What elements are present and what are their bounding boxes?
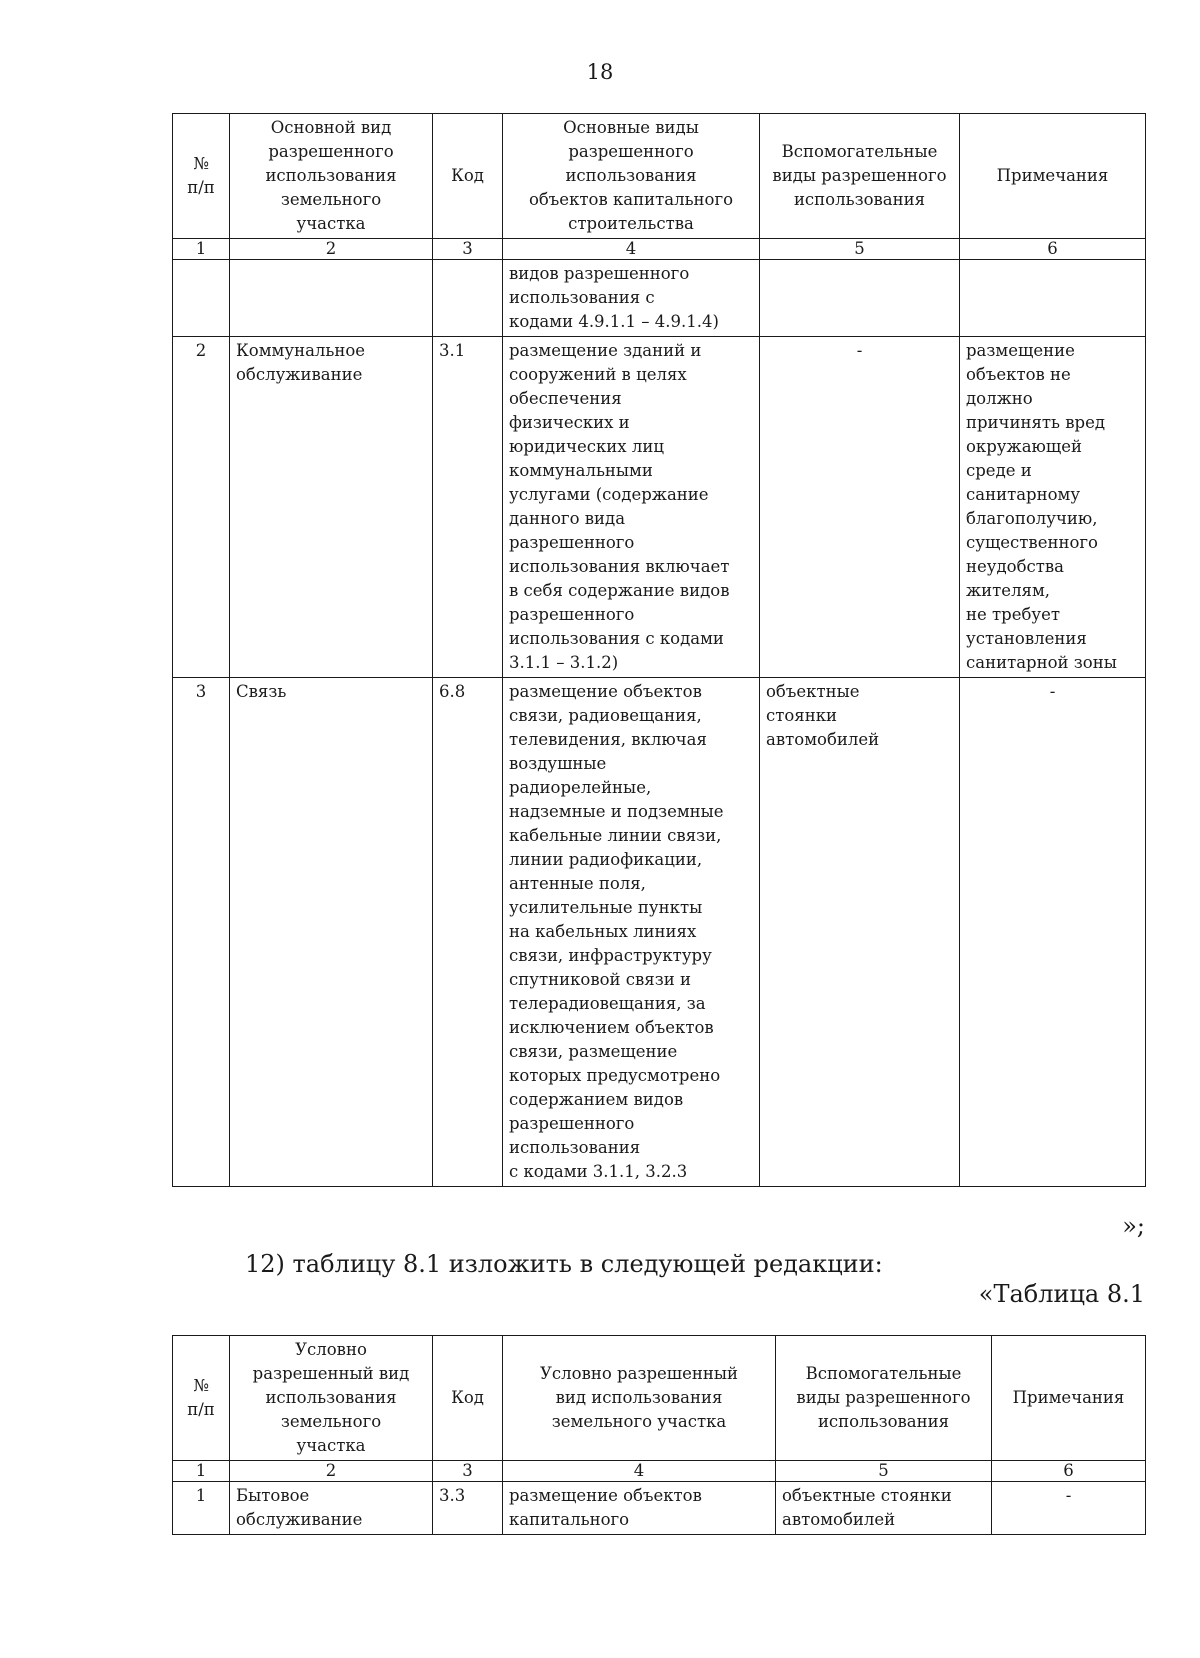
row-conditional-use: размещение объектов капитального	[503, 1482, 776, 1535]
permitted-use-table	[172, 113, 1146, 1187]
header-main-uses: Основные виды разрешенного использования объектов капитального строительства	[503, 114, 760, 239]
row-num: 2	[173, 337, 230, 678]
row-notes: -	[992, 1482, 1146, 1535]
col-number: 6	[992, 1461, 1146, 1482]
col-number: 1	[173, 1461, 230, 1482]
table-header-row	[173, 1336, 1146, 1461]
col-number: 3	[433, 1461, 503, 1482]
row-aux-uses: объектные стоянки автомобилей	[760, 678, 960, 1187]
row-aux-uses: -	[760, 337, 960, 678]
header-land-use: Основной вид разрешенного использования земельного участка	[230, 114, 433, 239]
row-aux-uses	[760, 260, 960, 337]
col-number: 4	[503, 239, 760, 260]
conditional-use-table	[172, 1335, 1146, 1535]
header-notes: Примечания	[992, 1336, 1146, 1461]
header-aux-uses: Вспомогательные виды разрешенного использования	[776, 1336, 992, 1461]
row-code	[433, 260, 503, 337]
col-number: 1	[173, 239, 230, 260]
col-number: 3	[433, 239, 503, 260]
header-conditional-use: Условно разрешенный вид использования земельного участка	[503, 1336, 776, 1461]
col-number: 2	[230, 239, 433, 260]
row-land-use: Бытовое обслуживание	[230, 1482, 433, 1535]
row-code: 3.1	[433, 337, 503, 678]
header-num: № п/п	[173, 114, 230, 239]
page-number: 18	[586, 60, 614, 84]
row-notes: размещение объектов не должно причинять вред окружающей среде и санитарному благополучию, существенного неудобства жителям, не требует установления санитарной зоны	[960, 337, 1146, 678]
closing-quote: »;	[1122, 1212, 1145, 1240]
column-number-row	[173, 1461, 1146, 1482]
row-num: 3	[173, 678, 230, 1187]
header-code: Код	[433, 1336, 503, 1461]
header-notes: Примечания	[960, 114, 1146, 239]
table-row	[173, 337, 1146, 678]
header-aux-uses: Вспомогательные виды разрешенного использования	[760, 114, 960, 239]
table-row	[173, 1482, 1146, 1535]
header-code: Код	[433, 114, 503, 239]
col-number: 5	[776, 1461, 992, 1482]
col-number: 2	[230, 1461, 433, 1482]
header-land-use: Условно разрешенный вид использования земельного участка	[230, 1336, 433, 1461]
row-num: 1	[173, 1482, 230, 1535]
col-number: 6	[960, 239, 1146, 260]
row-land-use: Коммунальное обслуживание	[230, 337, 433, 678]
row-main-uses: размещение объектов связи, радиовещания, телевидения, включая воздушные радиорелейные, надземные и подземные кабельные линии связи, линии радиофикации, антенные поля, усилительные пункты на кабельных линиях связи, инфраструктуру спутниковой связи и телерадиовещания, за исключением объектов связи, размещение которых предусмотрено содержанием видов разрешенного использования с кодами 3.1.1, 3.2.3	[503, 678, 760, 1187]
table-header-row	[173, 114, 1146, 239]
row-notes	[960, 260, 1146, 337]
row-code: 3.3	[433, 1482, 503, 1535]
header-num: № п/п	[173, 1336, 230, 1461]
col-number: 4	[503, 1461, 776, 1482]
col-number: 5	[760, 239, 960, 260]
amendment-instruction: 12) таблицу 8.1 изложить в следующей редакции:	[245, 1250, 883, 1278]
table-row	[173, 260, 1146, 337]
table-caption: «Таблица 8.1	[978, 1280, 1145, 1308]
row-main-uses: размещение зданий и сооружений в целях обеспечения физических и юридических лиц коммунальными услугами (содержание данного вида разрешенного использования включает в себя содержание видов разрешенного использования с кодами 3.1.1 – 3.1.2)	[503, 337, 760, 678]
row-num	[173, 260, 230, 337]
row-notes: -	[960, 678, 1146, 1187]
row-land-use: Связь	[230, 678, 433, 1187]
column-number-row	[173, 239, 1146, 260]
row-code: 6.8	[433, 678, 503, 1187]
table-row	[173, 678, 1146, 1187]
row-land-use	[230, 260, 433, 337]
row-aux-uses: объектные стоянки автомобилей	[776, 1482, 992, 1535]
row-main-uses: видов разрешенного использования с кодами 4.9.1.1 – 4.9.1.4)	[503, 260, 760, 337]
